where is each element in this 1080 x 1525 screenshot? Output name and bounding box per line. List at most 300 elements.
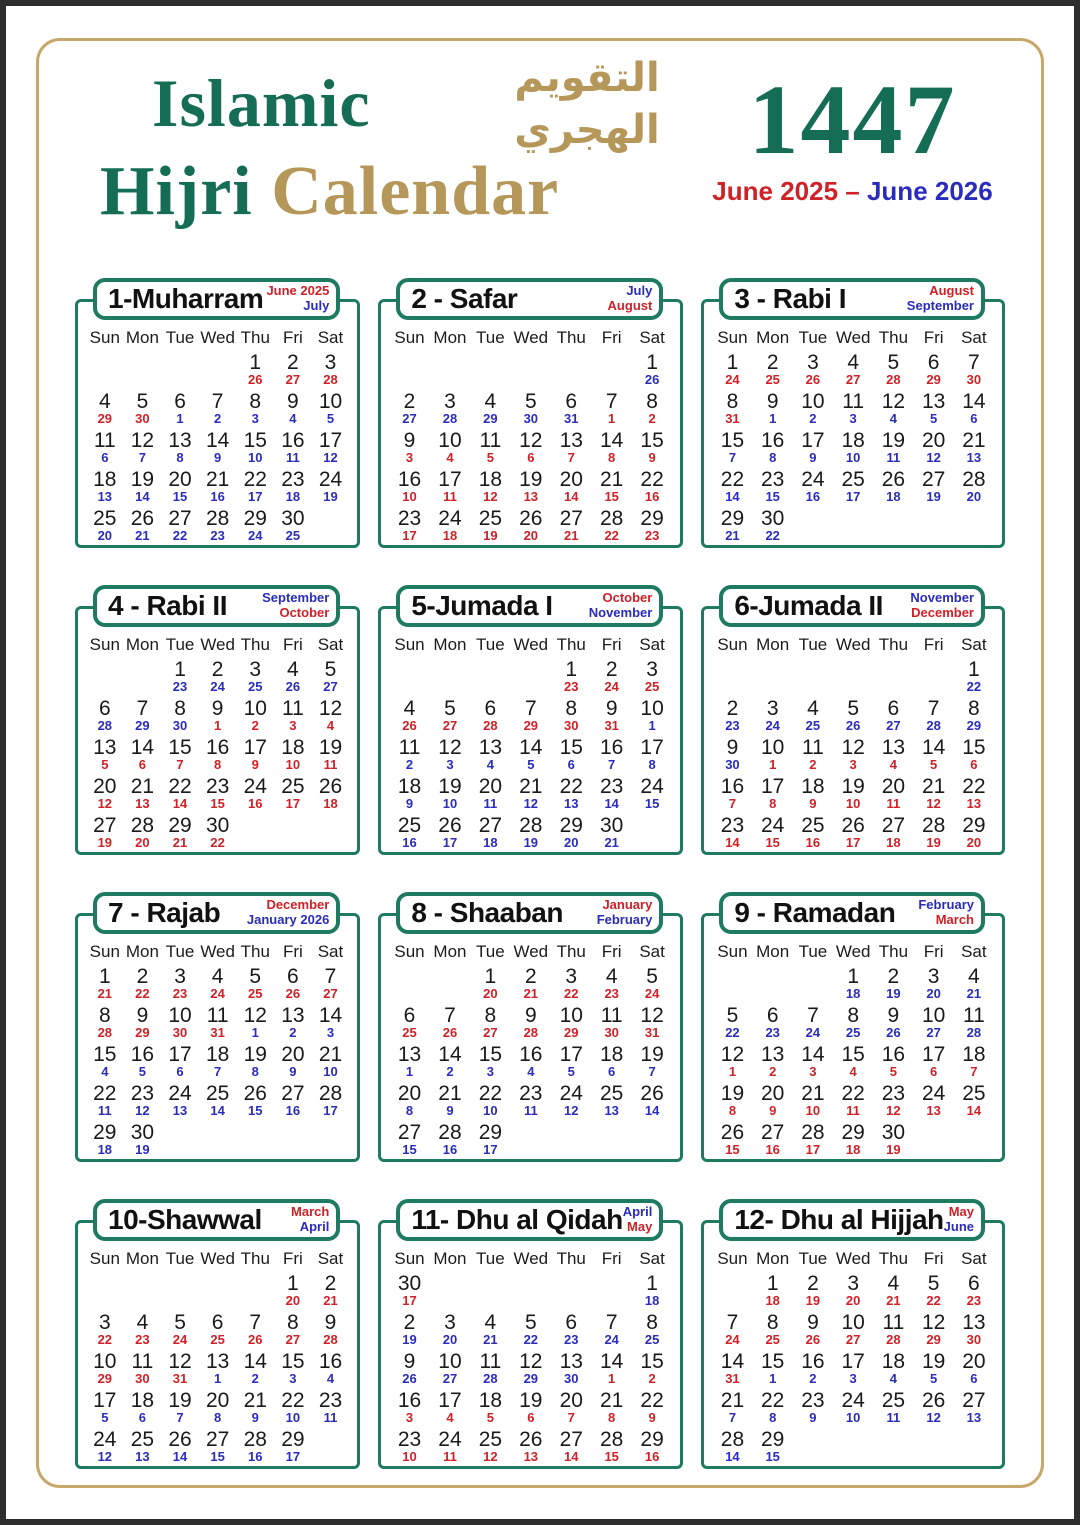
month-gregorian-months [910, 591, 974, 620]
day-cell [124, 430, 162, 469]
gregorian-date: 7 [648, 1064, 656, 1080]
hijri-date: 29 [640, 1428, 664, 1451]
gregorian-date: 8 [251, 1064, 259, 1080]
day-cell [430, 352, 470, 391]
day-cell [833, 737, 873, 776]
gregorian-date: 7 [567, 450, 575, 466]
hijri-date: 4 [887, 1272, 900, 1295]
day-cell [551, 776, 591, 815]
hijri-date: 13 [881, 736, 906, 759]
gregorian-date: 10 [483, 1103, 498, 1119]
hijri-date: 21 [205, 468, 230, 491]
gregorian-date: 22 [523, 1332, 539, 1348]
gregorian-date: 14 [172, 1449, 188, 1465]
gregorian-date: 2 [251, 718, 259, 734]
month-body [378, 606, 683, 855]
day-cell [753, 1122, 793, 1161]
day-cell [389, 1122, 429, 1161]
hijri-date: 22 [640, 468, 664, 491]
hijri-date: 25 [478, 507, 503, 530]
day-cell [199, 469, 237, 508]
hijri-date: 18 [841, 429, 865, 452]
gregorian-date: 27 [323, 986, 338, 1002]
gregorian-date: 26 [886, 1025, 901, 1041]
hijri-date: 10 [761, 736, 785, 759]
gregorian-date: 9 [769, 1103, 777, 1119]
hijri-date: 19 [130, 468, 155, 491]
hijri-date: 24 [93, 1428, 117, 1451]
gregorian-date: 18 [285, 489, 301, 505]
gregorian-date: 9 [251, 757, 259, 773]
hijri-date: 1 [766, 1272, 779, 1295]
gregorian-date: 28 [886, 1332, 901, 1348]
day-cell [199, 1083, 237, 1122]
hijri-date: 24 [841, 1389, 865, 1412]
day-cell [161, 1122, 199, 1161]
day-cell [124, 1273, 162, 1312]
hijri-date: 13 [93, 736, 117, 759]
gregorian-date: 22 [135, 986, 150, 1002]
day-cell [86, 1044, 124, 1083]
gregorian-date: 2 [648, 411, 656, 427]
day-cell [274, 391, 312, 430]
hijri-date: 26 [881, 468, 906, 491]
gregorian-date: 30 [135, 411, 150, 427]
day-cell [833, 1044, 873, 1083]
hijri-date: 25 [130, 1428, 155, 1451]
hijri-date: 1 [174, 658, 186, 681]
day-cell [274, 966, 312, 1005]
weekday-label: Sun [394, 635, 425, 654]
day-cell [161, 1429, 199, 1468]
hijri-date: 6 [968, 1272, 980, 1295]
hijri-date: 6 [565, 1311, 578, 1334]
day-cell [430, 776, 470, 815]
day-cell [86, 966, 124, 1005]
week-row [86, 1390, 349, 1429]
weekday-row [86, 635, 349, 659]
week-row [389, 698, 672, 737]
month-body [701, 913, 1005, 1162]
gregorian-date: 23 [725, 718, 740, 734]
hijri-date: 15 [720, 429, 745, 452]
hijri-date: 7 [807, 1004, 819, 1027]
gregorian-month-label: June [943, 1219, 974, 1234]
gregorian-date: 1 [769, 411, 777, 427]
gregorian-date: 16 [285, 1103, 301, 1119]
hijri-date: 16 [761, 429, 785, 452]
week-row [389, 391, 672, 430]
hijri-date: 20 [478, 775, 503, 798]
week-row [389, 1273, 672, 1312]
gregorian-date: 3 [405, 1410, 414, 1426]
gregorian-date: 31 [604, 718, 619, 734]
hijri-date: 1 [968, 658, 980, 681]
weekday-label: Fri [282, 328, 303, 347]
hijri-date: 11 [479, 1350, 502, 1373]
hijri-date: 5 [887, 351, 900, 374]
week-row [86, 698, 349, 737]
gregorian-date: 13 [604, 1103, 619, 1119]
month-title-label: 10-Shawwal [108, 1204, 262, 1235]
weekday-label: Sat [317, 1249, 344, 1268]
week-row [86, 1044, 349, 1083]
gregorian-date: 21 [886, 1293, 901, 1309]
gregorian-date: 21 [135, 528, 150, 544]
hijri-date: 14 [599, 1350, 624, 1373]
gregorian-date: 28 [926, 718, 941, 734]
hijri-date: 10 [318, 390, 343, 413]
day-cell [793, 1273, 833, 1312]
hijri-date: 26 [130, 507, 155, 530]
day-cell [632, 1044, 672, 1083]
gregorian-date: 18 [765, 1293, 780, 1309]
day-cell [124, 776, 162, 815]
gregorian-month-label: March [291, 1204, 330, 1220]
gregorian-date: 30 [135, 1371, 150, 1387]
weekday-label: Mon [756, 942, 790, 961]
day-cell [470, 698, 510, 737]
gregorian-date: 13 [172, 1103, 188, 1119]
hijri-date: 20 [205, 1389, 230, 1412]
day-cell [632, 1273, 672, 1312]
hijri-date: 13 [921, 390, 946, 413]
weekday-label: Wed [835, 1249, 871, 1268]
hijri-date: 4 [287, 658, 299, 681]
gregorian-date: 8 [728, 1103, 737, 1119]
hijri-date: 23 [397, 507, 422, 530]
week-row [712, 1122, 994, 1161]
hijri-date: 15 [761, 1350, 785, 1373]
hijri-date: 25 [478, 1428, 503, 1451]
day-cell [161, 1312, 199, 1351]
gregorian-date: 26 [285, 986, 301, 1002]
hijri-date: 29 [168, 814, 192, 837]
hijri-date: 8 [98, 1004, 111, 1027]
day-cell [833, 776, 873, 815]
hijri-date: 6 [565, 390, 578, 413]
hijri-date: 3 [444, 390, 456, 413]
week-row [389, 1429, 672, 1468]
months-grid [75, 278, 1005, 1469]
gregorian-date: 12 [564, 1103, 579, 1119]
day-cell [511, 776, 551, 815]
day-cell [632, 737, 672, 776]
weekday-label: Tue [476, 942, 505, 961]
day-cell [274, 1005, 312, 1044]
hijri-date: 23 [801, 1389, 825, 1412]
gregorian-month-label: September [262, 590, 330, 606]
hijri-date: 7 [136, 697, 149, 720]
weekday-row [389, 635, 672, 659]
day-cell [161, 391, 199, 430]
gregorian-date: 24 [604, 1332, 619, 1348]
gregorian-date: 5 [101, 757, 109, 773]
gregorian-date: 20 [564, 835, 579, 851]
gregorian-date: 22 [97, 1332, 113, 1348]
gregorian-date: 12 [886, 1103, 901, 1119]
hijri-date: 24 [438, 507, 462, 530]
day-cell [312, 430, 350, 469]
hijri-date: 27 [761, 1121, 785, 1144]
gregorian-date: 23 [564, 1332, 579, 1348]
day-cell [914, 508, 954, 547]
weekday-label: Tue [476, 635, 505, 654]
day-cell [954, 1122, 994, 1161]
day-cell [236, 1122, 274, 1161]
day-cell [86, 352, 124, 391]
weekday-row [712, 942, 994, 966]
gregorian-date: 29 [523, 718, 539, 734]
hijri-date: 9 [807, 1311, 819, 1334]
hijri-date: 29 [243, 507, 267, 530]
gregorian-month-label: May [948, 1204, 974, 1220]
day-cell [124, 698, 162, 737]
hijri-date: 19 [881, 429, 906, 452]
hijri-date: 5 [847, 697, 859, 720]
day-cell [161, 430, 199, 469]
gregorian-date: 7 [728, 450, 737, 466]
hijri-date: 3 [565, 965, 578, 988]
hijri-date: 1 [98, 965, 111, 988]
day-cell [632, 469, 672, 508]
gregorian-date: 15 [248, 1103, 263, 1119]
hijri-date: 27 [921, 468, 946, 491]
hijri-date: 11 [962, 1004, 985, 1027]
day-cell [591, 1122, 631, 1161]
day-cell [199, 1312, 237, 1351]
week-row [389, 737, 672, 776]
gregorian-date: 6 [567, 757, 575, 773]
hijri-date: 6 [887, 697, 900, 720]
gregorian-date: 31 [644, 1025, 660, 1041]
hijri-date: 5 [444, 697, 456, 720]
day-cell [312, 1390, 350, 1429]
day-cell [236, 737, 274, 776]
hijri-date: 1 [646, 1272, 658, 1295]
hijri-date: 8 [646, 390, 658, 413]
day-cell [236, 1390, 274, 1429]
day-cell [914, 391, 954, 430]
day-cell [954, 469, 994, 508]
month-title-label: 6-Jumada II [734, 590, 883, 621]
day-cell [954, 966, 994, 1005]
gregorian-date: 11 [443, 489, 457, 505]
week-row [389, 659, 672, 698]
week-row [712, 1083, 994, 1122]
day-cell [199, 508, 237, 547]
day-cell [753, 352, 793, 391]
hijri-date: 26 [318, 775, 343, 798]
gregorian-date: 1 [769, 1371, 777, 1387]
weekday-label: Wed [200, 328, 235, 347]
gregorian-date: 12 [97, 796, 113, 812]
gregorian-date: 26 [644, 372, 660, 388]
day-cell [632, 698, 672, 737]
day-cell [873, 469, 913, 508]
hijri-date: 12 [438, 736, 462, 759]
day-cell [873, 1044, 913, 1083]
day-cell [632, 1351, 672, 1390]
day-cell [511, 391, 551, 430]
day-cell [753, 1044, 793, 1083]
week-row [712, 966, 994, 1005]
day-cell [274, 1122, 312, 1161]
day-cell [430, 508, 470, 547]
hijri-date: 9 [524, 1004, 537, 1027]
gregorian-date: 3 [486, 1064, 494, 1080]
gregorian-date: 4 [889, 757, 898, 773]
week-row [86, 1351, 349, 1390]
gregorian-date: 17 [285, 1449, 301, 1465]
hijri-date: 24 [801, 468, 825, 491]
gregorian-date: 3 [849, 757, 857, 773]
hijri-date: 12 [243, 1004, 267, 1027]
hijri-date: 18 [478, 468, 503, 491]
hijri-date: 18 [281, 736, 305, 759]
day-cell [954, 1005, 994, 1044]
hijri-date: 16 [318, 1350, 343, 1373]
gregorian-date: 20 [97, 528, 113, 544]
day-cell [712, 1083, 752, 1122]
day-cell [753, 815, 793, 854]
day-cell [954, 508, 994, 547]
gregorian-month-label: April [622, 1204, 653, 1220]
week-row [712, 737, 994, 776]
hijri-date: 13 [559, 429, 583, 452]
day-cell [753, 469, 793, 508]
gregorian-date: 9 [251, 1410, 259, 1426]
gregorian-date: 3 [289, 1371, 297, 1387]
hijri-date: 2 [136, 965, 149, 988]
week-row [712, 508, 994, 547]
day-cell [873, 698, 913, 737]
gregorian-date: 7 [567, 1410, 575, 1426]
gregorian-date: 22 [604, 528, 619, 544]
gregorian-date: 14 [172, 796, 188, 812]
day-cell [551, 659, 591, 698]
gregorian-date: 15 [604, 1449, 619, 1465]
day-cell [389, 430, 429, 469]
day-cell [833, 430, 873, 469]
day-cell [591, 430, 631, 469]
gregorian-date: 27 [845, 372, 861, 388]
day-cell [591, 1273, 631, 1312]
hijri-date: 1 [726, 351, 739, 374]
gregorian-date: 5 [486, 1410, 494, 1426]
gregorian-month-label: October [279, 605, 330, 620]
gregorian-date: 5 [326, 411, 335, 427]
day-cell [632, 815, 672, 854]
gregorian-date: 8 [405, 1103, 414, 1119]
gregorian-date: 11 [97, 1103, 112, 1119]
gregorian-date: 30 [725, 757, 740, 773]
day-cell [274, 1429, 312, 1468]
month-body [75, 1220, 360, 1469]
hijri-date: 17 [438, 468, 462, 491]
day-cell [236, 776, 274, 815]
weekday-label: Tue [798, 328, 828, 347]
weekday-label: Wed [200, 1249, 235, 1268]
gregorian-date: 2 [446, 1064, 454, 1080]
hijri-date: 11 [882, 1311, 905, 1334]
gregorian-date: 9 [289, 1064, 297, 1080]
gregorian-date: 1 [251, 1025, 259, 1041]
day-cell [833, 1351, 873, 1390]
gregorian-date: 15 [172, 489, 188, 505]
gregorian-date: 24 [172, 1332, 188, 1348]
hijri-date: 19 [318, 736, 343, 759]
hijri-date: 15 [243, 429, 267, 452]
week-row [86, 1005, 349, 1044]
weekday-label: Thu [240, 942, 270, 961]
day-cell [793, 430, 833, 469]
day-cell [124, 966, 162, 1005]
week-row [389, 469, 672, 508]
gregorian-date: 20 [523, 528, 539, 544]
day-cell [511, 1429, 551, 1468]
day-cell [199, 1351, 237, 1390]
weekday-label: Thu [240, 635, 270, 654]
hijri-date: 15 [640, 1350, 664, 1373]
week-row [712, 352, 994, 391]
gregorian-date: 18 [442, 528, 458, 544]
week-row [86, 659, 349, 698]
gregorian-date: 6 [970, 1371, 978, 1387]
gregorian-date: 16 [765, 1142, 780, 1158]
hijri-date: 28 [438, 1121, 462, 1144]
day-cell [712, 815, 752, 854]
gregorian-date: 26 [805, 1332, 821, 1348]
gregorian-date: 16 [442, 1142, 458, 1158]
gregorian-date: 26 [402, 1371, 417, 1387]
weekday-label: Fri [601, 942, 622, 961]
gregorian-date: 7 [608, 757, 616, 773]
gregorian-date: 23 [210, 528, 225, 544]
day-cell [430, 1390, 470, 1429]
hijri-date: 4 [807, 697, 819, 720]
gregorian-date: 13 [135, 796, 150, 812]
day-cell [833, 391, 873, 430]
day-cell [873, 1273, 913, 1312]
hijri-date: 2 [324, 1272, 337, 1295]
day-cell [833, 659, 873, 698]
hijri-date: 28 [243, 1428, 267, 1451]
day-cell [914, 815, 954, 854]
gregorian-date: 9 [809, 1410, 817, 1426]
day-cell [793, 1083, 833, 1122]
hijri-date: 8 [174, 697, 186, 720]
day-cell [551, 1005, 591, 1044]
range-dash: – [845, 176, 860, 206]
day-cell [470, 430, 510, 469]
day-cell [236, 1312, 274, 1351]
hijri-date: 1 [847, 965, 859, 988]
hijri-date: 25 [801, 814, 825, 837]
day-cell [161, 659, 199, 698]
hijri-date: 2 [605, 658, 618, 681]
day-cell [470, 737, 510, 776]
day-cell [591, 1044, 631, 1083]
hijri-date: 11 [802, 736, 824, 759]
day-cell [161, 1273, 199, 1312]
day-cell [551, 391, 591, 430]
gregorian-date: 8 [608, 450, 616, 466]
gregorian-date: 30 [523, 411, 539, 427]
hijri-date: 21 [599, 468, 624, 491]
hijri-date: 11 [131, 1350, 154, 1373]
week-row [712, 1044, 994, 1083]
